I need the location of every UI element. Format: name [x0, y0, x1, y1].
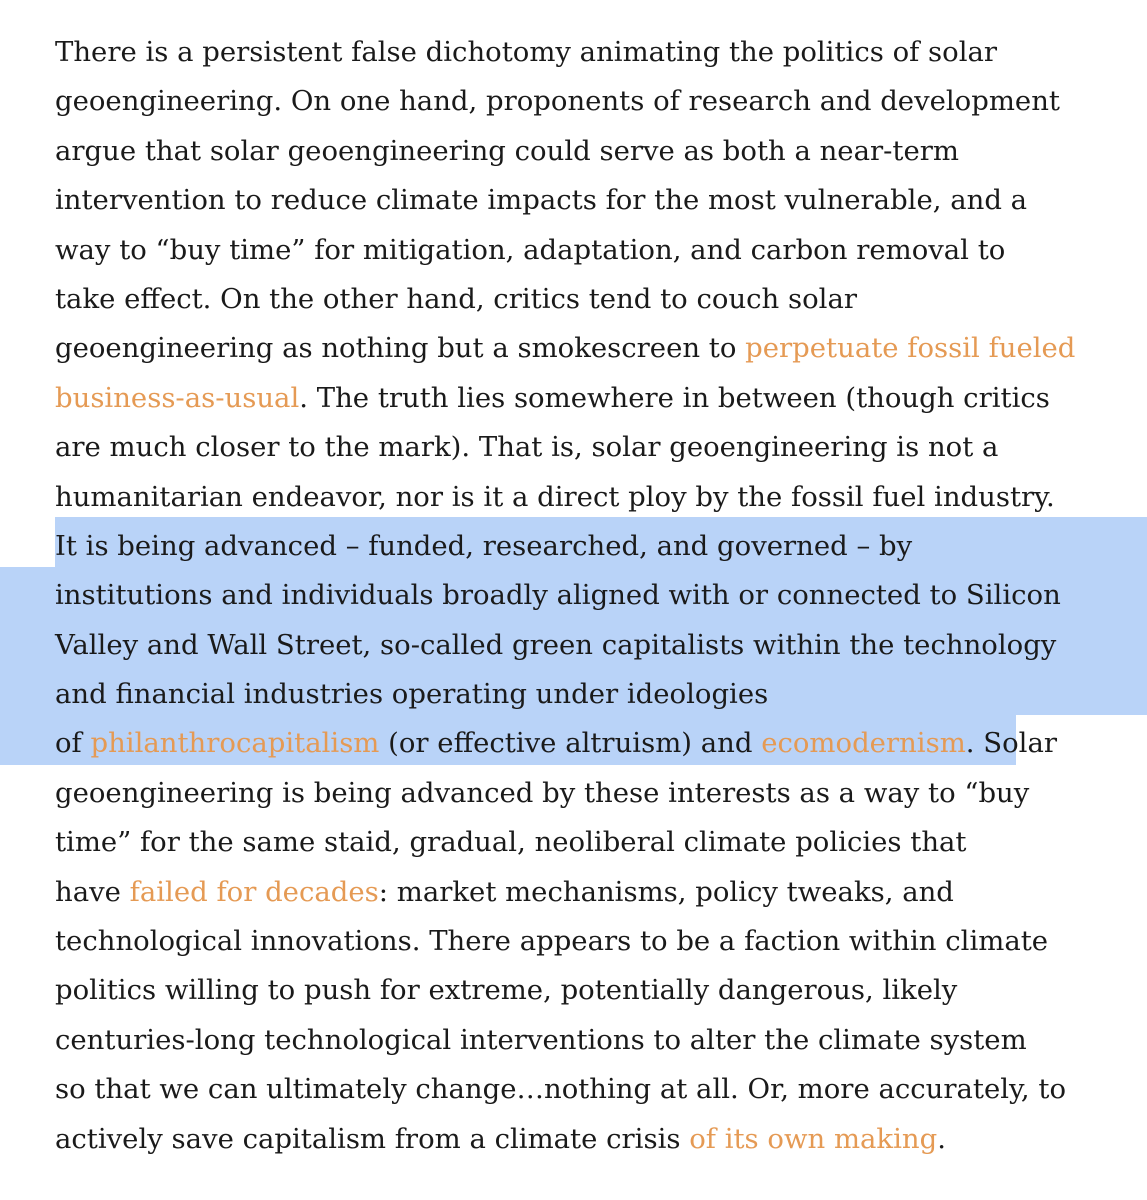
text-line — [55, 28, 1115, 77]
text-segment: so that we can ultimately change…nothing at all. Or, more accurately, to — [55, 1073, 1067, 1106]
text-line — [55, 719, 1115, 768]
text-line — [55, 868, 1115, 917]
text-segment: are much closer to the mark). That is, solar geoengineering is not a — [55, 431, 999, 464]
text-line — [55, 127, 1115, 176]
inline-link[interactable]: of its own making — [689, 1122, 938, 1155]
text-segment: Valley and Wall Street, so-called green capitalists within the technology — [55, 628, 1057, 661]
text-segment: have — [55, 875, 130, 908]
text-segment: centuries-long technological interventions to alter the climate system — [55, 1023, 1027, 1056]
text-line — [55, 966, 1115, 1015]
text-segment: of — [55, 727, 91, 760]
text-segment: argue that solar geoengineering could serve as both a near-term — [55, 134, 959, 167]
text-line — [55, 275, 1115, 324]
text-line — [55, 1065, 1115, 1114]
text-segment: humanitarian endeavor, nor is it a direct ploy by the fossil fuel industry. — [55, 480, 1055, 513]
text-segment: institutions and individuals broadly aligned with or connected to Silicon — [55, 579, 1061, 612]
text-line — [55, 324, 1115, 373]
text-segment: . — [937, 1122, 946, 1155]
text-segment: take effect. On the other hand, critics tend to couch solar — [55, 282, 858, 315]
text-segment: geoengineering is being advanced by these interests as a way to “buy — [55, 776, 1030, 809]
inline-link[interactable]: philanthrocapitalism — [90, 727, 380, 760]
text-line — [55, 818, 1115, 867]
text-segment: technological innovations. There appears to be a faction within climate — [55, 925, 1049, 958]
text-line — [55, 77, 1115, 126]
text-segment: politics willing to push for extreme, potentially dangerous, likely — [55, 974, 958, 1007]
text-segment: : market mechanisms, policy tweaks, and — [378, 875, 954, 908]
text-segment: time” for the same staid, gradual, neoliberal climate policies that — [55, 826, 967, 859]
inline-link[interactable]: perpetuate fossil fueled — [745, 332, 1076, 365]
article-paragraph — [55, 28, 1115, 1164]
text-line — [55, 1016, 1115, 1065]
text-segment: way to “buy time” for mitigation, adaptation, and carbon removal to — [55, 233, 1006, 266]
text-segment: It is being advanced – funded, researched, and governed – by — [55, 529, 913, 562]
text-line — [55, 423, 1115, 472]
text-segment: . Solar — [965, 727, 1058, 760]
inline-link[interactable]: ecomodernism — [761, 727, 966, 760]
text-line — [55, 374, 1115, 423]
text-line — [55, 917, 1115, 966]
text-line — [55, 176, 1115, 225]
text-line — [55, 769, 1115, 818]
text-segment: geoengineering. On one hand, proponents of research and development — [55, 85, 1060, 118]
text-segment: . The truth lies somewhere in between (though critics — [299, 381, 1050, 414]
text-segment: intervention to reduce climate impacts for the most vulnerable, and a — [55, 184, 1028, 217]
text-line — [55, 226, 1115, 275]
text-line — [55, 473, 1115, 522]
text-segment: actively save capitalism from a climate crisis — [55, 1122, 690, 1155]
text-line — [55, 522, 1115, 571]
text-line — [55, 670, 1115, 719]
text-segment: and financial industries operating under ideologies — [55, 678, 769, 711]
text-segment: There is a persistent false dichotomy animating the politics of solar — [55, 36, 998, 68]
text-line — [55, 1115, 1115, 1164]
text-line — [55, 621, 1115, 670]
inline-link[interactable]: business-as-usual — [55, 381, 300, 414]
text-segment: (or effective altruism) and — [379, 727, 762, 760]
inline-link[interactable]: failed for decades — [129, 875, 379, 908]
text-segment: geoengineering as nothing but a smokescreen to — [55, 332, 746, 365]
text-line — [55, 571, 1115, 620]
